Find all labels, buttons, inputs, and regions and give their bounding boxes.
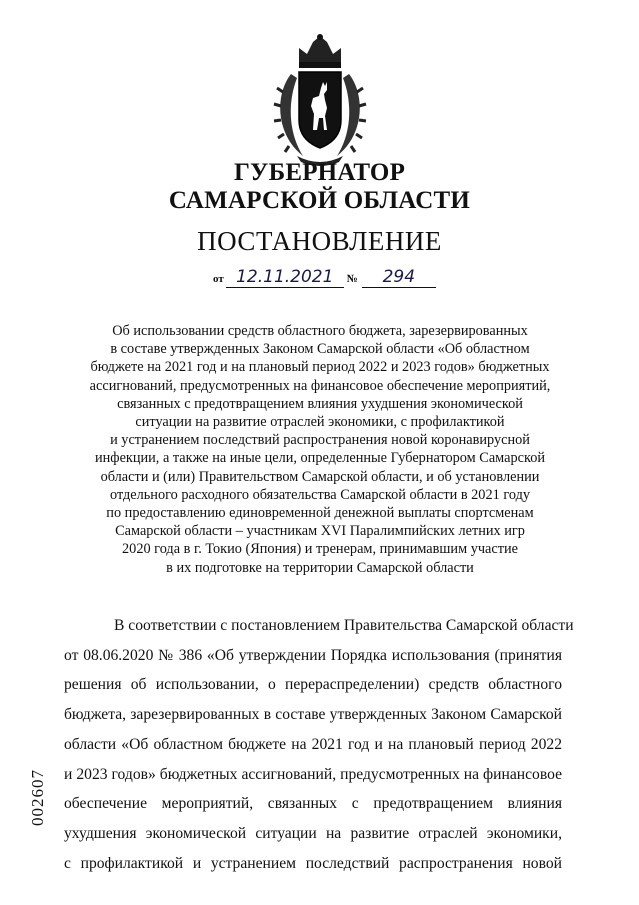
- number-label: №: [346, 273, 358, 285]
- authority-title-line1: ГУБЕРНАТОР: [233, 159, 406, 186]
- subject-line: Об использовании средств областного бюджета, зарезервированных: [112, 323, 528, 339]
- registration-stamp: 002607: [28, 769, 47, 826]
- subject-line: отдельного расходного обязательства Самарской области в 2021 году: [110, 486, 530, 503]
- coat-of-arms: [269, 34, 371, 168]
- coat-of-arms-icon: [269, 34, 371, 168]
- body-line: В соответствии с постановлением Правительства Самарской области: [114, 617, 574, 634]
- subject-line: Самарской области – участникам XVI Паралимпийских летних игр: [115, 523, 525, 540]
- body-line: и 2023 годов» бюджетных ассигнований, предусмотренных на финансовое: [64, 765, 562, 783]
- subject-line: 2020 года в г. Токио (Япония) и тренерам, принимавшим участие: [122, 541, 518, 558]
- subject-line: инфекции, а также на иные цели, определенные Губернатором Самарской: [95, 450, 545, 467]
- date-value: 12.11.2021: [226, 267, 344, 288]
- body-line: от 08.06.2020 № 386 «Об утверждении Порядка использования (принятия: [64, 646, 562, 664]
- body-line: обеспечение мероприятий, связанных с предотвращением влияния: [64, 795, 562, 813]
- date-number-line: [213, 266, 436, 290]
- subject-line: бюджете на 2021 год и на плановый период 2022 и 2023 годов» бюджетных: [90, 359, 550, 376]
- body-line: ухудшения экономической ситуации на развитие отраслей экономики,: [64, 824, 562, 842]
- authority-title-line2: САМАРСКОЙ ОБЛАСТИ: [168, 187, 471, 214]
- body-line: с профилактикой и устранением последствий распространения новой: [64, 854, 562, 872]
- subject-line: в составе утвержденных Законом Самарской области «Об областном: [110, 341, 530, 358]
- subject-line: связанных с предотвращением влияния ухудшения экономической: [117, 395, 523, 412]
- number-value: 294: [362, 267, 436, 288]
- subject-heading: [80, 322, 560, 577]
- subject-line: по предоставлению единовременной денежной выплаты спортсменам: [106, 505, 534, 522]
- subject-line: ассигнований, предусмотренных на финансовое обеспечение мероприятий,: [89, 377, 551, 394]
- subject-line: и устранением последствий распространения новой коронавирусной: [110, 432, 530, 449]
- subject-line: области и (или) Правительством Самарской области, и об установлении: [100, 468, 540, 485]
- body-line: бюджета, зарезервированных в составе утвержденных Законом Самарской: [64, 706, 562, 724]
- subject-line: ситуации на развитие отраслей экономики, с профилактикой: [135, 414, 505, 431]
- date-label: от: [213, 273, 224, 285]
- document-type: ПОСТАНОВЛЕНИЕ: [197, 226, 442, 256]
- body-paragraph: [64, 611, 574, 878]
- body-line: решения об использовании, о перераспределении) средств областного: [64, 676, 562, 694]
- subject-line: в их подготовке на территории Самарской области: [166, 559, 474, 576]
- body-line: области «Об областном бюджете на 2021 год и на плановый период 2022: [64, 735, 562, 753]
